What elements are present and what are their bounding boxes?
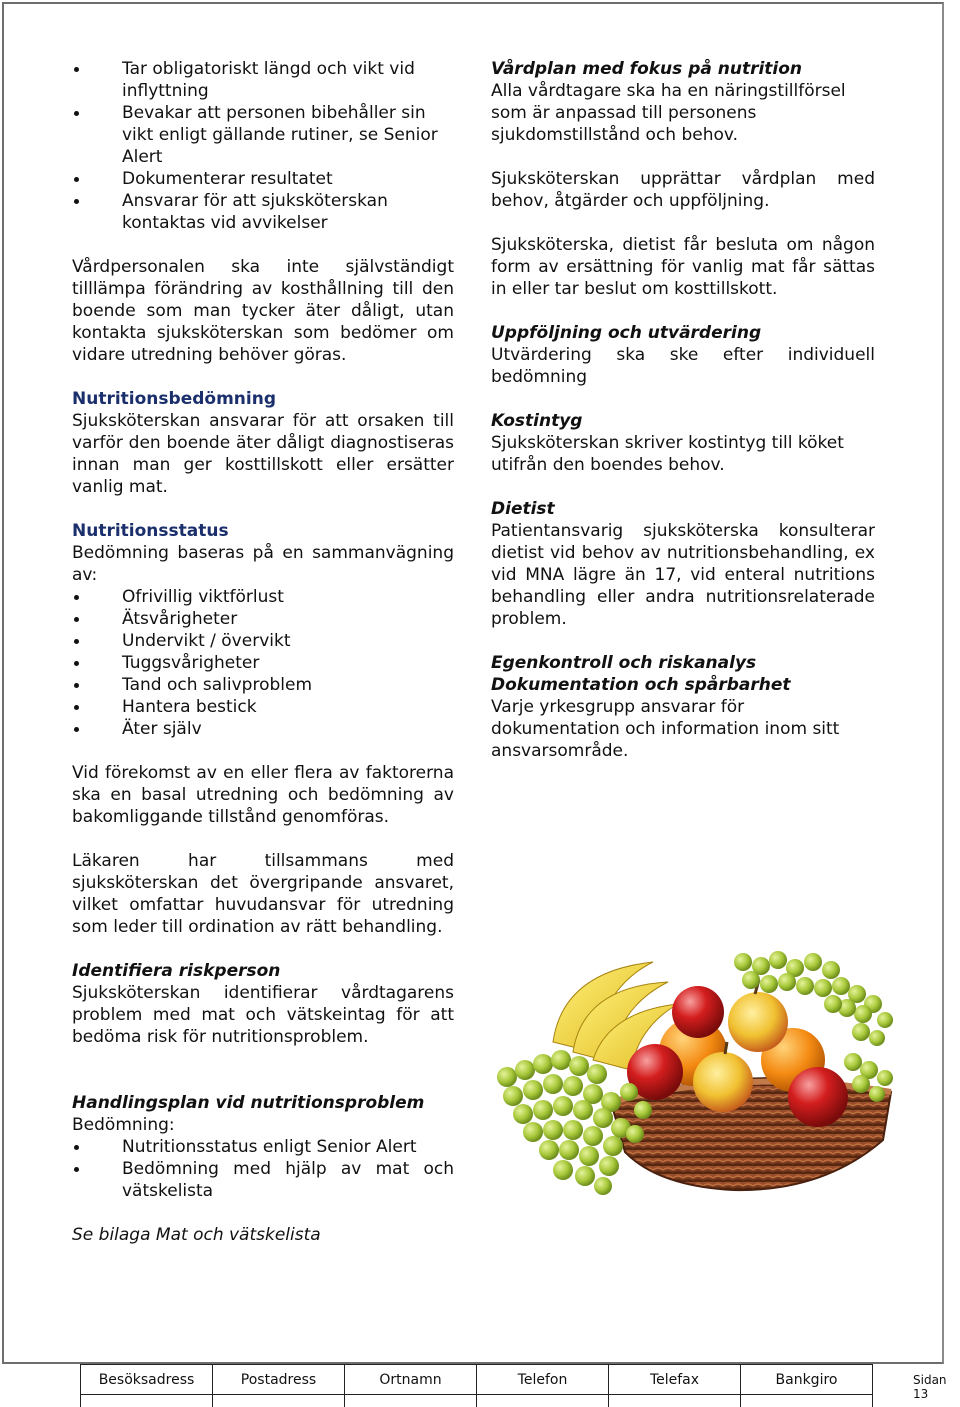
heading-uppfoljning: Uppföljning och utvärdering — [491, 323, 762, 343]
footer-header-telefon: Telefon — [477, 1365, 609, 1395]
heading-kostintyg: Kostintyg — [491, 411, 583, 431]
status-factors-list — [72, 586, 454, 740]
heading-dietist: Dietist — [491, 499, 555, 519]
list-item: Bedömning med hjälp av mat och vätskelista — [72, 1158, 454, 1202]
footer-cell — [741, 1395, 873, 1407]
paragraph-lakaren: Läkaren har tillsammans med sjuksköterskan det övergripande ansvaret, vilket omfattar huvudansvar för utredning som leder till ordination av rätt behandling. — [72, 851, 454, 937]
footer-header-bankgiro: Bankgiro — [741, 1365, 873, 1395]
handlingsplan-list — [72, 1136, 454, 1202]
paragraph-vardplan-2: Sjuksköterskan upprättar vårdplan med behov, åtgärder och uppföljning. — [491, 169, 875, 211]
paragraph-vardplan-1: Alla vårdtagare ska ha en näringstillförsel som är anpassad till personens sjukdomstillstånd och behov. — [491, 81, 846, 145]
paragraph-kostintyg: Sjuksköterskan skriver kostintyg till köket utifrån den boendes behov. — [491, 433, 844, 475]
list-item: Hantera bestick — [72, 696, 454, 718]
footer-header-ortnamn: Ortnamn — [345, 1365, 477, 1395]
list-item: Bevakar att personen bibehåller sin vikt enligt gällande rutiner, se Senior Alert — [72, 102, 454, 168]
footer-cell — [345, 1395, 477, 1407]
heading-vardplan: Vårdplan med fokus på nutrition — [491, 59, 803, 79]
fruit-basket-image — [493, 942, 899, 1206]
heading-handlingsplan: Handlingsplan vid nutritionsproblem — [72, 1093, 425, 1113]
paragraph-uppfoljning: Utvärdering ska ske efter individuell bedömning — [491, 345, 875, 387]
footer-cell — [213, 1395, 345, 1407]
list-item: Tar obligatoriskt längd och vikt vid inflyttning — [72, 58, 454, 102]
list-item: Tuggsvårigheter — [72, 652, 454, 674]
footer-cell — [477, 1395, 609, 1407]
paragraph-bilaga: Se bilaga Mat och vätskelista — [72, 1225, 321, 1245]
footer-cell — [609, 1395, 741, 1407]
paragraph-nutritionsstatus: Bedömning baseras på en sammanvägning av: — [72, 543, 454, 585]
paragraph-handlingsplan: Bedömning: — [72, 1115, 175, 1135]
list-item: Undervikt / övervikt — [72, 630, 454, 652]
list-item: Ätsvårigheter — [72, 608, 454, 630]
heading-dokumentation: Dokumentation och spårbarhet — [491, 675, 791, 695]
footer-header-besoksadress: Besöksadress — [81, 1365, 213, 1395]
paragraph-vardplan-3: Sjuksköterska, dietist får besluta om någon form av ersättning för vanlig mat får sättas in eller tar beslut om kosttillskott. — [491, 235, 875, 299]
page-number: Sidan 13 — [913, 1373, 947, 1401]
paragraph-egenkontroll: Varje yrkesgrupp ansvarar för dokumentation och information inom sitt ansvarsområde. — [491, 697, 840, 761]
heading-nutritionsstatus: Nutritionsstatus — [72, 521, 229, 541]
paragraph-dietist: Patientansvarig sjuksköterska konsulterar dietist vid behov av nutritionsbehandling, ex vid MNA lägre än 17, vid enteral nutritions behandling eller andra nutritionsrelaterade problem. — [491, 521, 875, 629]
list-item: Dokumenterar resultatet — [72, 168, 454, 190]
list-item: Ansvarar för att sjuksköterskan kontaktas vid avvikelser — [72, 190, 454, 234]
list-item: Nutritionsstatus enligt Senior Alert — [72, 1136, 454, 1158]
paragraph-forekomst: Vid förekomst av en eller flera av faktorerna ska en basal utredning och bedömning av bakomliggande tillstånd genomföras. — [72, 763, 454, 827]
left-column — [72, 58, 454, 1246]
staff-duties-list — [72, 58, 454, 234]
list-item: Ofrivillig viktförlust — [72, 586, 454, 608]
heading-nutritionsbedomning: Nutritionsbedömning — [72, 389, 276, 409]
footer-header-postadress: Postadress — [213, 1365, 345, 1395]
right-column — [491, 58, 875, 762]
footer-cell — [81, 1395, 213, 1407]
paragraph-nutritionsbedomning: Sjuksköterskan ansvarar för att orsaken till varför den boende äter dåligt diagnostiseras innan man ger kosttillskott eller ersätter vanlig mat. — [72, 411, 454, 497]
paragraph-vardpersonal: Vårdpersonalen ska inte självständigt tilllämpa förändring av kosthållning till den boende som man tycker äter dåligt, utan kontakta sjuksköterskan som bedömer om vidare utredning behöver göras. — [72, 257, 454, 365]
heading-egenkontroll: Egenkontroll och riskanalys — [491, 653, 757, 673]
list-item: Äter själv — [72, 718, 454, 740]
footer-header-telefax: Telefax — [609, 1365, 741, 1395]
heading-identifiera-riskperson: Identifiera riskperson — [72, 961, 281, 981]
footer-contact-table — [80, 1364, 873, 1407]
list-item: Tand och salivproblem — [72, 674, 454, 696]
paragraph-identifiera: Sjuksköterskan identifierar vårdtagarens problem med mat och vätskeintag för att bedöma risk för nutritionsproblem. — [72, 983, 454, 1047]
